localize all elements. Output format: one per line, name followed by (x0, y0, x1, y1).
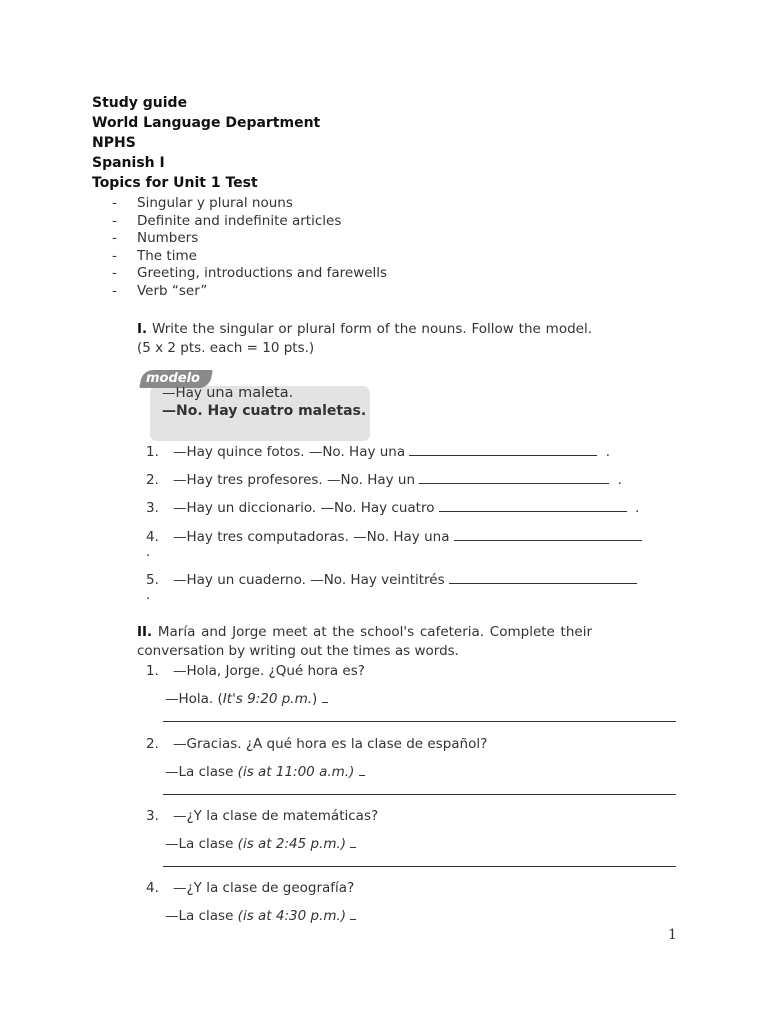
item-end: . (605, 444, 611, 460)
item-number: 2. (146, 736, 159, 752)
topic-text: Numbers (137, 230, 199, 247)
answer-prompt (165, 836, 356, 852)
school: NPHS (92, 135, 136, 151)
topic-text: The time (137, 247, 197, 264)
item-end: . (146, 544, 151, 560)
answer-prefix: —Hola. ( (165, 691, 223, 707)
item-end: . (146, 587, 151, 603)
answer-blank[interactable] (419, 482, 609, 484)
exercise-item (173, 472, 622, 488)
answer-hint: (is at 2:45 p.m.) (237, 836, 347, 852)
model-line-1a: —Hay (162, 385, 202, 401)
item-number: 3. (146, 500, 159, 516)
item-number: 2. (146, 472, 159, 488)
section-1-instructions (137, 320, 592, 358)
exercise-item (173, 500, 639, 516)
answer-prefix: —La clase (165, 764, 238, 780)
item-number: 1. (146, 663, 159, 679)
answer-prefix: —La clase (165, 836, 238, 852)
section-1-text: Write the singular or plural form of the nouns. Follow the model. (5 x 2 pts. each = 10 pts.) (137, 321, 592, 356)
answer-prefix: —La clase (165, 908, 238, 924)
answer-line[interactable] (163, 794, 676, 795)
item-number: 5. (146, 572, 159, 588)
topic-text: Verb “ser” (137, 282, 208, 299)
list-dash: - (112, 195, 117, 211)
item-end: . (635, 500, 640, 516)
answer-blank[interactable] (454, 539, 642, 541)
item-text: —Hay un diccionario. —No. Hay cuatro (173, 500, 435, 516)
question-text: —¿Y la clase de geografía? (173, 880, 355, 896)
exercise-item (173, 444, 610, 460)
model-line-2: —No. Hay cuatro maletas. (162, 403, 367, 419)
item-end: . (617, 472, 622, 488)
page-number: 1 (668, 927, 677, 943)
answer-line[interactable] (163, 721, 676, 722)
answer-hint: (is at 4:30 p.m.) (237, 908, 347, 924)
answer-blank-start (322, 701, 328, 703)
modelo-label: modelo (146, 371, 200, 386)
answer-prompt (165, 764, 365, 780)
answer-blank[interactable] (409, 454, 597, 456)
answer-blank[interactable] (449, 582, 637, 584)
list-item (112, 283, 387, 301)
answer-blank-start (350, 846, 356, 848)
item-text: —Hay un cuaderno. —No. Hay veintitrés (173, 572, 445, 588)
item-number: 4. (146, 529, 159, 545)
list-item (112, 213, 387, 231)
item-text: —Hay tres profesores. —No. Hay un (173, 472, 416, 488)
topic-text: Definite and indefinite articles (137, 212, 342, 229)
answer-hint: It's 9:20 p.m. (222, 691, 313, 707)
question-text: —Gracias. ¿A qué hora es la clase de español? (173, 736, 488, 752)
item-number: 1. (146, 444, 159, 460)
list-item (112, 248, 387, 266)
list-item (112, 195, 387, 213)
answer-blank[interactable] (439, 510, 627, 512)
course: Spanish I (92, 155, 165, 171)
answer-blank-start (350, 918, 356, 920)
doc-title: Study guide (92, 95, 188, 111)
section-1-numeral: I. (137, 321, 148, 337)
list-dash: - (112, 265, 117, 282)
answer-hint: (is at 11:00 a.m.) (237, 764, 355, 780)
list-item (112, 230, 387, 248)
item-text: —Hay tres computadoras. —No. Hay una (173, 529, 450, 545)
topic-text: Greeting, introductions and farewells (137, 265, 388, 282)
list-item (112, 265, 387, 283)
exercise-item (173, 529, 642, 545)
list-dash: - (112, 282, 117, 299)
section-2-instructions (137, 623, 592, 661)
list-dash: - (112, 247, 117, 264)
answer-prompt (165, 908, 356, 924)
answer-suffix: ) (312, 691, 318, 707)
answer-prompt (165, 691, 328, 707)
topics-list (112, 195, 387, 301)
question-text: —Hola, Jorge. ¿Qué hora es? (173, 663, 365, 679)
topic-text: Singular y plural nouns (137, 195, 293, 211)
item-number: 4. (146, 880, 159, 896)
topics-heading: Topics for Unit 1 Test (92, 175, 258, 191)
answer-blank-start (359, 774, 365, 776)
list-dash: - (112, 230, 117, 247)
department: World Language Department (92, 115, 321, 131)
section-2-numeral: II. (137, 624, 153, 640)
section-2-text: María and Jorge meet at the school's cafeteria. Complete their conversation by writing out the times as words. (137, 624, 592, 659)
exercise-item (173, 572, 637, 588)
list-dash: - (112, 212, 117, 229)
model-line-1b: una maleta. (206, 385, 294, 401)
model-line-1 (162, 385, 293, 401)
question-text: —¿Y la clase de matemáticas? (173, 808, 379, 824)
item-text: —Hay quince fotos. —No. Hay una (173, 444, 406, 460)
answer-line[interactable] (163, 866, 676, 867)
item-number: 3. (146, 808, 159, 824)
